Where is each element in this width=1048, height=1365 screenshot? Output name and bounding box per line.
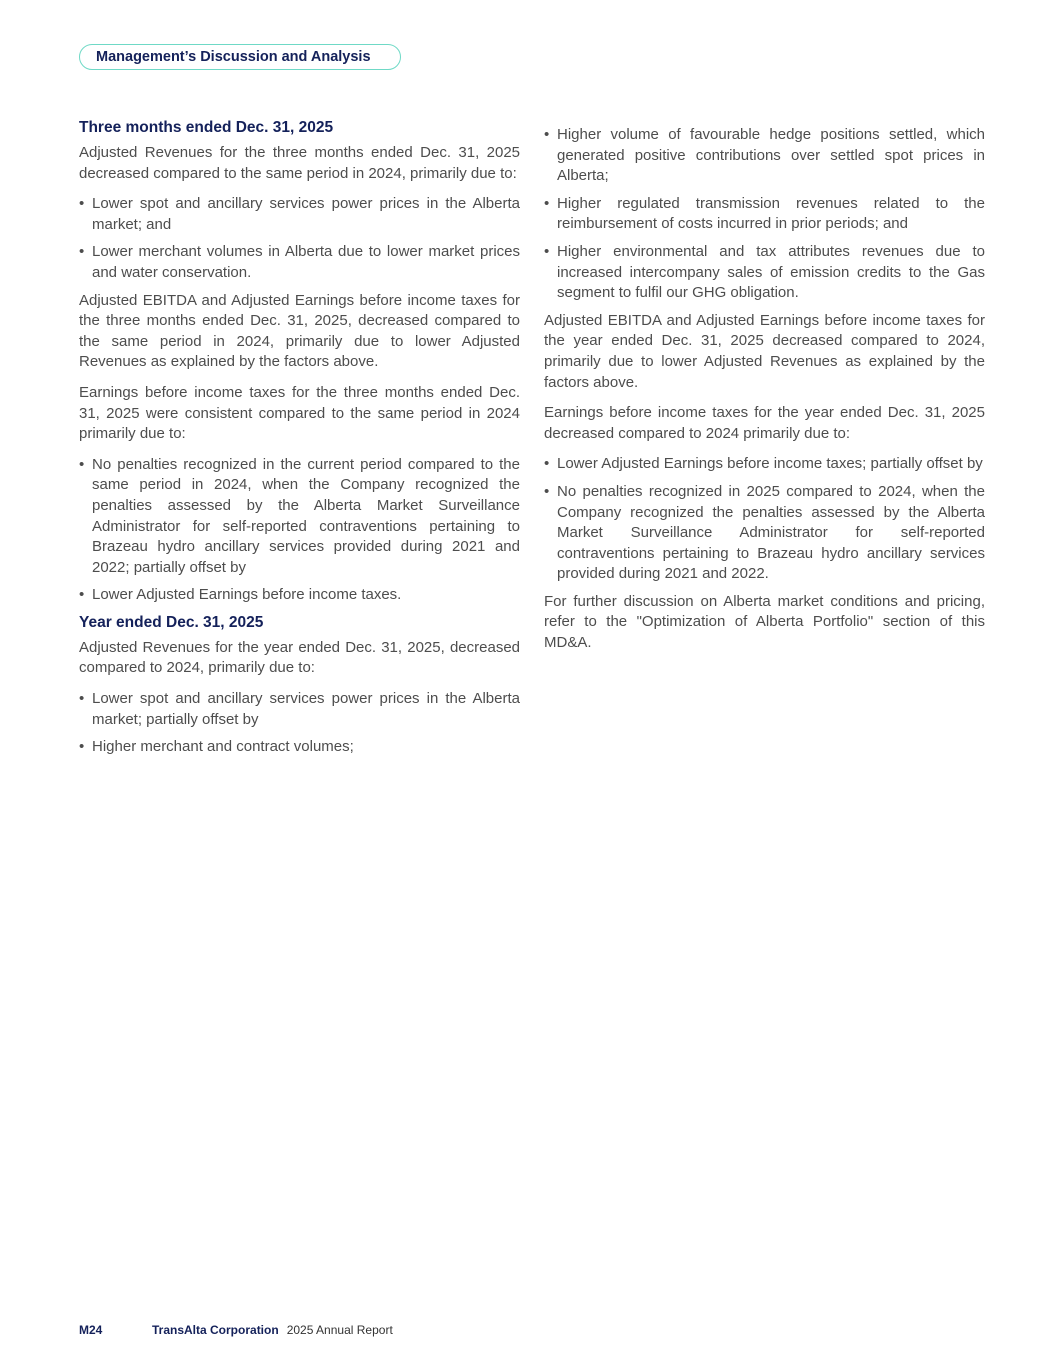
list-item: • Higher merchant and contract volumes;	[79, 737, 520, 758]
footer-report-title: 2025 Annual Report	[286, 1323, 393, 1337]
bullet-icon: •	[544, 482, 550, 500]
list-item: • Lower Adjusted Earnings before income taxes; partially offset by	[544, 454, 985, 475]
list-item: • Higher regulated transmission revenues related to the reimbursement of costs incurred in prior periods; and	[544, 194, 985, 233]
bullet-icon: •	[544, 455, 550, 473]
bullet-icon: •	[79, 455, 85, 473]
bullet-icon: •	[79, 586, 85, 604]
section-label: Management’s Discussion and Analysis	[79, 44, 401, 70]
year-heading: Year ended Dec. 31, 2025	[79, 613, 264, 631]
bullet-icon: •	[79, 690, 85, 708]
list-item: • Higher volume of favourable hedge positions settled, which generated positive contributions over settled spot prices in Alberta;	[544, 126, 985, 185]
q4-ebt-list	[79, 455, 520, 606]
q4-revenue-list	[79, 194, 520, 283]
year-ebt-list	[544, 454, 985, 585]
year-revenue-list	[79, 689, 520, 758]
list-item: • No penalties recognized in 2025 compared to 2024, when the Company recognized the penalties assessed by the Alberta Market Surveillance Administrator for self-reported contraventions pertaining to Brazeau hydro ancillary services provided during 2021 and 2022.	[544, 482, 985, 583]
list-item: • Higher environmental and tax attributes revenues due to increased intercompany sales of emission credits to the Gas segment to fulfil our GHG obligation.	[544, 242, 985, 302]
list-item: • No penalties recognized in the current period compared to the same period in 2024, when the Company recognized the penalties assessed by the Alberta Market Surveillance Administrator for self-reported contraventions pertaining to Brazeau hydro ancillary services provided during 2021 and 2022; partially offset by	[79, 455, 520, 576]
q4-ebitda-paragraph: Adjusted EBITDA and Adjusted Earnings before income taxes for the three months ended Dec. 31, 2025, decreased compared to the same period in 2024, primarily due to lower Adjusted Revenues as explained by the factors above.	[79, 291, 520, 371]
left-column	[79, 118, 520, 765]
q4-heading: Three months ended Dec. 31, 2025	[79, 119, 334, 136]
year-ebitda-paragraph: Adjusted EBITDA and Adjusted Earnings before income taxes for the year ended Dec. 31, 2025 decreased compared to 2024, primarily due to lower Adjusted Revenues as explained by the factors above.	[544, 311, 985, 391]
list-item: • Lower spot and ancillary services power prices in the Alberta market; partially offset by	[79, 690, 520, 728]
year-revenue-intro: Adjusted Revenues for the year ended Dec. 31, 2025, decreased compared to 2024, primarily due to:	[79, 638, 520, 677]
further-discussion-paragraph: For further discussion on Alberta market conditions and pricing, refer to the "Optimization of Alberta Portfolio" section of this MD&A.	[544, 592, 985, 652]
year-revenue-list-continued	[544, 125, 985, 304]
year-ebt-intro: Earnings before income taxes for the year ended Dec. 31, 2025 decreased compared to 2024 primarily due to:	[544, 404, 985, 442]
page-number: M24	[79, 1323, 103, 1337]
bullet-icon: •	[544, 126, 550, 143]
right-column	[544, 125, 985, 664]
bullet-icon: •	[544, 194, 550, 212]
bullet-icon: •	[544, 242, 550, 260]
bullet-icon: •	[79, 243, 85, 261]
bullet-icon: •	[79, 738, 85, 756]
q4-ebt-intro: Earnings before income taxes for the three months ended Dec. 31, 2025 were consistent compared to the same period in 2024 primarily due to:	[79, 383, 520, 443]
footer-company: TransAlta Corporation	[152, 1323, 279, 1337]
list-item: • Lower Adjusted Earnings before income taxes.	[79, 585, 520, 606]
page-footer	[79, 1322, 393, 1338]
list-item: • Lower merchant volumes in Alberta due to lower market prices and water conservation.	[79, 243, 520, 281]
q4-revenue-intro: Adjusted Revenues for the three months ended Dec. 31, 2025 decreased compared to the same period in 2024, primarily due to:	[79, 144, 520, 182]
list-item: • Lower spot and ancillary services power prices in the Alberta market; and	[79, 195, 520, 233]
bullet-icon: •	[79, 195, 85, 213]
